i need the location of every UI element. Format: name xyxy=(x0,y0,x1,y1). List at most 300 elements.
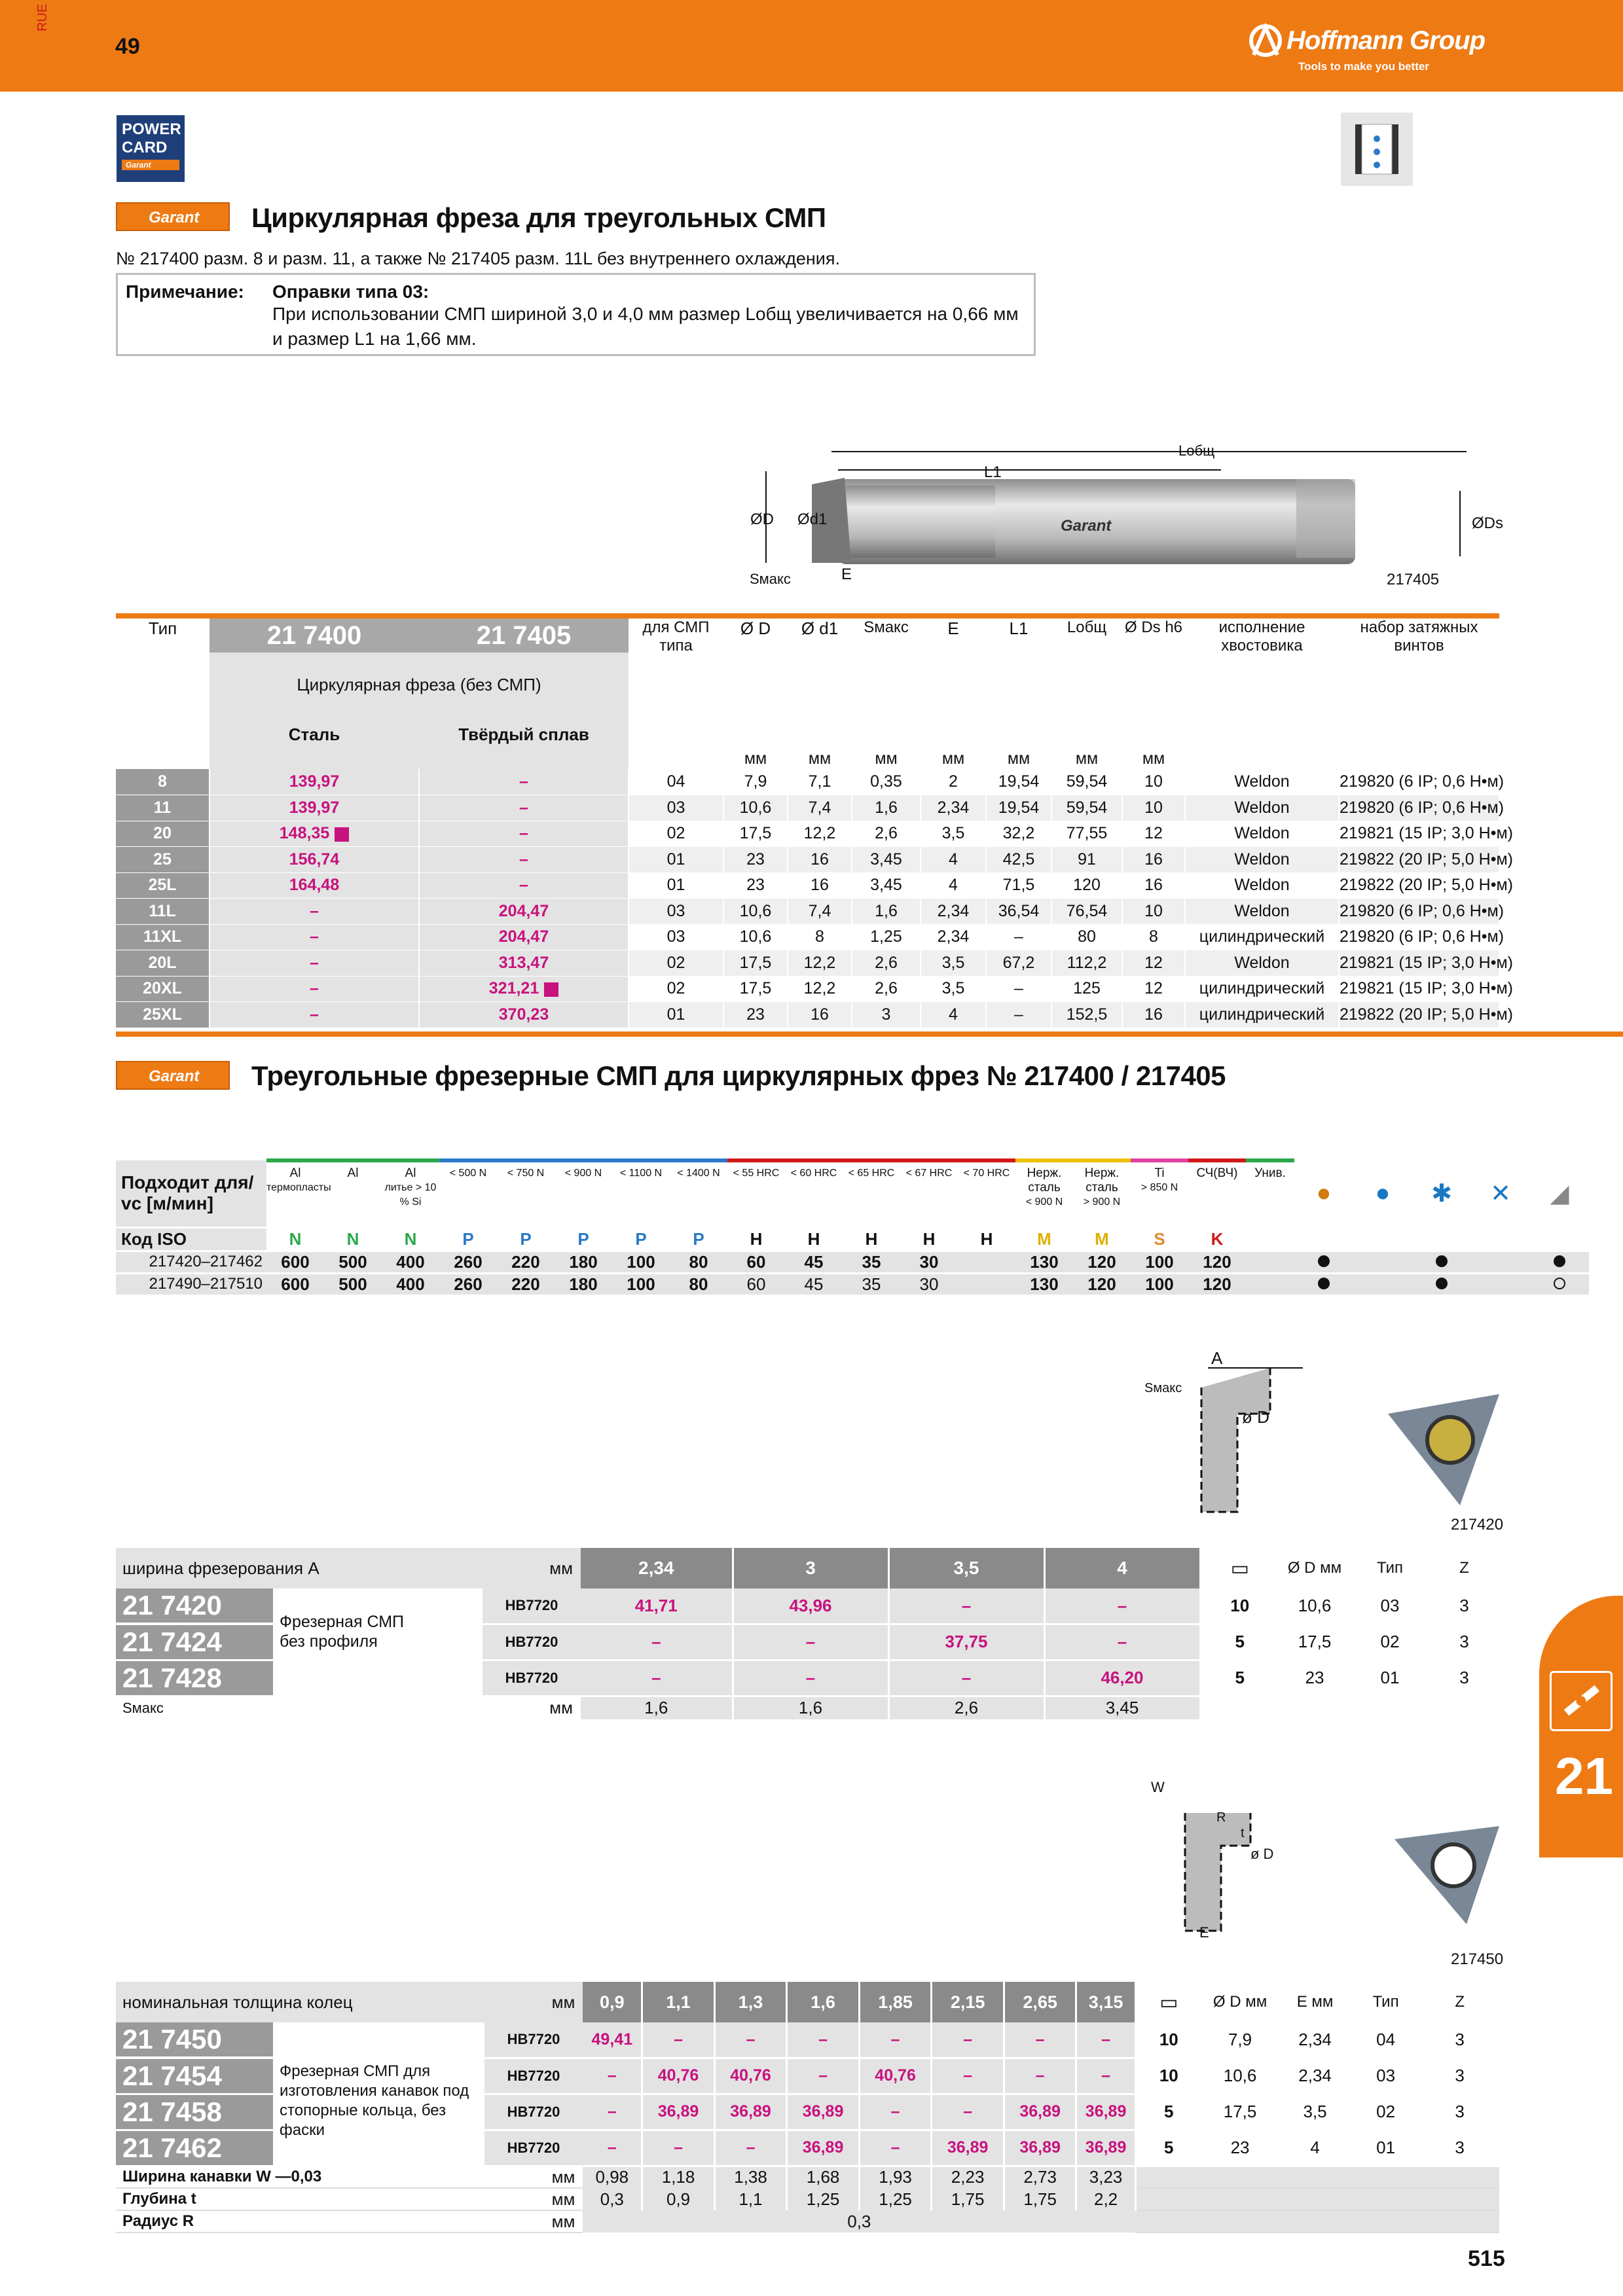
cutter-value: 4 xyxy=(921,872,986,899)
footer-value: 2,2 xyxy=(1076,2188,1135,2210)
insert1-smax-row xyxy=(116,1696,1499,1719)
footer-value: 2,23 xyxy=(932,2166,1004,2188)
insert2-d: 7,9 xyxy=(1201,2022,1279,2058)
insert2-price: 36,89 xyxy=(714,2094,787,2130)
vc-value: 30 xyxy=(900,1251,958,1273)
insert2-pack: 5 xyxy=(1135,2130,1201,2166)
vc-value: 60 xyxy=(727,1251,785,1273)
cutter-value: 16 xyxy=(1122,872,1185,899)
insert1-price: – xyxy=(581,1624,733,1660)
cutter-row xyxy=(116,976,1499,1002)
material-head: < 67 HRC xyxy=(900,1160,958,1227)
section1-subtitle: № 217400 разм. 8 и разм. 11, а также № 217405 разм. 11L без внутреннего охлаждения. xyxy=(116,249,840,268)
insert2-price: 40,76 xyxy=(642,2058,715,2094)
price-cell: – xyxy=(419,795,629,821)
coolant-mark xyxy=(1471,1273,1530,1295)
price-cell: – xyxy=(419,769,629,795)
note-line2: и размер L1 на 1,66 мм. xyxy=(272,329,477,349)
cutter-value: 12 xyxy=(1122,821,1185,847)
cutter-value: 219820 (6 IP; 0,6 Н•м) xyxy=(1339,924,1499,950)
price-cell: – xyxy=(210,924,419,950)
insert2-price: – xyxy=(642,2130,715,2166)
vc-value: 30 xyxy=(900,1273,958,1295)
cutter-value: цилиндрический xyxy=(1185,924,1339,950)
note-label: Примечание: xyxy=(126,281,244,302)
drawing-label-d: ØD xyxy=(750,511,774,528)
cutter-value: Weldon xyxy=(1185,795,1339,821)
iso-code: H xyxy=(958,1227,1015,1251)
iso-code: P xyxy=(439,1227,497,1251)
cutter-value: 1,6 xyxy=(852,795,921,821)
insert-icon xyxy=(1550,1671,1613,1731)
ring-width-head: 1,3 xyxy=(714,1982,787,2022)
head-screws: набор затяжных винтов xyxy=(1360,619,1478,655)
ring-width-head: 1,6 xyxy=(787,1982,860,2022)
cutter-value: 2,34 xyxy=(921,924,986,950)
footer-spacer xyxy=(1135,2166,1201,2188)
insert1-price: – xyxy=(1044,1588,1200,1624)
insert2-z: 3 xyxy=(1420,2094,1499,2130)
univ-cell xyxy=(1246,1273,1294,1295)
drawing-label-l1: L1 xyxy=(984,463,1002,481)
insert1-d: 10,6 xyxy=(1279,1588,1351,1624)
iso-code: H xyxy=(727,1227,785,1251)
insert2-d: 23 xyxy=(1201,2130,1279,2166)
vc-value: 260 xyxy=(439,1273,497,1295)
hoffmann-logo-icon xyxy=(1247,22,1284,59)
cutter-value: 219820 (6 IP; 0,6 Н•м) xyxy=(1339,795,1499,821)
price-cell: 139,97 xyxy=(210,769,419,795)
cutter-value: 3,45 xyxy=(852,847,921,873)
vc-value: 130 xyxy=(1015,1251,1073,1273)
insert1-extra-head: Ø D мм xyxy=(1287,1559,1342,1577)
footer-value: 3,23 xyxy=(1076,2166,1135,2188)
material-head: Унив. xyxy=(1246,1160,1294,1227)
footer-spacer xyxy=(1201,2188,1279,2210)
footer-unit: мм xyxy=(484,2188,583,2210)
vc-value: 80 xyxy=(670,1273,727,1295)
cutter-value: 23 xyxy=(723,847,788,873)
insert1-pack: 5 xyxy=(1200,1624,1279,1660)
insert2-price: – xyxy=(583,2130,642,2166)
coolant-mark xyxy=(1353,1251,1412,1273)
smax-unit: мм xyxy=(549,1698,573,1718)
footer-spacer xyxy=(1135,2210,1201,2233)
insert1-extra-head: Тип xyxy=(1376,1559,1403,1577)
cutter-table xyxy=(116,619,1513,1028)
head-lobsh: Lобщ xyxy=(1067,619,1107,636)
insert1-price: – xyxy=(581,1660,733,1696)
footer-label: Глубина t xyxy=(116,2188,484,2210)
insert1-code-cell xyxy=(116,1660,483,1696)
cutter-value: Weldon xyxy=(1185,769,1339,795)
cutter-value: 3,5 xyxy=(921,950,986,977)
price-cell: 313,47 xyxy=(419,950,629,977)
cutter-value: 16 xyxy=(788,847,852,873)
logo-text: Hoffmann Group xyxy=(1286,26,1486,55)
note-box xyxy=(116,273,1036,356)
cutter-value: 16 xyxy=(1122,1002,1185,1028)
vc-value: 100 xyxy=(612,1251,670,1273)
footer-label: Ширина канавки W —0,03 xyxy=(116,2166,484,2188)
insert1-label-smax: Sмакс xyxy=(1144,1381,1182,1395)
width-head: 2,34 xyxy=(581,1548,733,1588)
footer-value: 1,93 xyxy=(859,2166,932,2188)
vc-value: 80 xyxy=(670,1251,727,1273)
insert2-price: – xyxy=(787,2022,860,2058)
vc-value xyxy=(958,1251,1015,1273)
price-cell: – xyxy=(210,950,419,977)
material-head: < 55 HRC xyxy=(727,1160,785,1227)
cutter-value: 19,54 xyxy=(986,795,1051,821)
material-head: < 60 HRC xyxy=(785,1160,843,1227)
cutter-value: 16 xyxy=(1122,847,1185,873)
cutter-value: 23 xyxy=(723,872,788,899)
footer-value: 1,1 xyxy=(714,2188,787,2210)
cutter-size: 25L xyxy=(116,872,210,899)
cutter-size: 11L xyxy=(116,899,210,925)
cutter-value: 17,5 xyxy=(723,821,788,847)
insert2-code: 21 7454 xyxy=(116,2059,273,2093)
material-head: < 750 N xyxy=(497,1160,555,1227)
footer-value: 0,9 xyxy=(642,2188,715,2210)
coolant-mark xyxy=(1471,1251,1530,1273)
cutter-value: 59,54 xyxy=(1051,795,1122,821)
cutter-value: 12,2 xyxy=(788,821,852,847)
vc-value: 400 xyxy=(382,1251,439,1273)
insert1-d: 23 xyxy=(1279,1660,1351,1696)
insert2-e: 2,34 xyxy=(1279,2022,1351,2058)
cutter-value: 1,25 xyxy=(852,924,921,950)
cutter-value: 10 xyxy=(1122,899,1185,925)
material-head: < 65 HRC xyxy=(843,1160,900,1227)
cutter-value: 76,54 xyxy=(1051,899,1122,925)
coolant-mark xyxy=(1353,1273,1412,1295)
cutter-row xyxy=(116,769,1499,795)
cut-label: Подходит для/ vc [м/мин] xyxy=(116,1160,266,1227)
hoffmann-logo xyxy=(1247,20,1509,79)
pack-icon: ▭ xyxy=(1230,1557,1249,1579)
cutter-value: 04 xyxy=(629,769,723,795)
insert2-extra-head: Z xyxy=(1455,1993,1465,2011)
water-drop-icon: ● xyxy=(1353,1160,1412,1227)
drawing-code: 217405 xyxy=(1387,571,1440,588)
insert1-head xyxy=(116,1548,1499,1588)
head-d: Ø D xyxy=(740,619,771,638)
insert2-d: 17,5 xyxy=(1201,2094,1279,2130)
insert2-type: 04 xyxy=(1351,2022,1420,2058)
ring-width-head: 2,65 xyxy=(1004,1982,1076,2022)
iso-code: N xyxy=(324,1227,382,1251)
insert2-price: – xyxy=(714,2130,787,2166)
material-head: Al термопласты xyxy=(266,1160,324,1227)
drawing-label-e: E xyxy=(841,565,852,583)
cutter-value: 02 xyxy=(629,976,723,1002)
smax-spacer xyxy=(1351,1696,1429,1719)
vc-value: 220 xyxy=(497,1273,555,1295)
cutter-value: 152,5 xyxy=(1051,1002,1122,1028)
insert2-code-cell xyxy=(116,2094,484,2130)
cutter-value: 3,5 xyxy=(921,976,986,1002)
cutter-value: 120 xyxy=(1051,872,1122,899)
ring-width-head: 3,15 xyxy=(1076,1982,1135,2022)
cutter-size: 20 xyxy=(116,821,210,847)
material-head: Ti > 850 N xyxy=(1131,1160,1188,1227)
footer-value: 1,38 xyxy=(714,2166,787,2188)
cutter-value: 01 xyxy=(629,872,723,899)
iso-code: P xyxy=(612,1227,670,1251)
cutter-size: 11XL xyxy=(116,924,210,950)
drawing-label-d1: Ød1 xyxy=(797,511,828,528)
price-cell: – xyxy=(419,847,629,873)
insert2-code: 21 7462 xyxy=(116,2131,273,2165)
cutter-value: – xyxy=(986,976,1051,1002)
insert2-code: 21 7458 xyxy=(116,2095,273,2129)
stock-marker xyxy=(544,982,558,997)
chapter-tab[interactable] xyxy=(1539,1596,1623,1857)
material-head: < 1400 N xyxy=(670,1160,727,1227)
smax-value: 3,45 xyxy=(1044,1696,1200,1719)
cutter-value: 10,6 xyxy=(723,924,788,950)
insert2-pack: 10 xyxy=(1135,2058,1201,2094)
insert2-row xyxy=(116,2058,1499,2094)
insert2-label-d: ø D xyxy=(1250,1846,1274,1862)
vc-value: 35 xyxy=(843,1273,900,1295)
insert1-type: 03 xyxy=(1351,1588,1429,1624)
cutter-value: 112,2 xyxy=(1051,950,1122,977)
insert1-d: 17,5 xyxy=(1279,1624,1351,1660)
iso-code: N xyxy=(266,1227,324,1251)
coolant-mark xyxy=(1294,1273,1353,1295)
insert1-code: 217420 xyxy=(1451,1516,1504,1534)
head-type: для СМП типа xyxy=(642,619,710,655)
insert2-code-cell xyxy=(116,2130,484,2166)
insert2-price: – xyxy=(1076,2022,1135,2058)
iso-code: M xyxy=(1015,1227,1073,1251)
insert2-price: – xyxy=(859,2130,932,2166)
footer-value: 2,73 xyxy=(1004,2166,1076,2188)
univ-cell xyxy=(1246,1251,1294,1273)
cutter-value: 17,5 xyxy=(723,976,788,1002)
insert2-desc: Фрезерная СМП для изготовления канавок под стопорные кольца, без фаски xyxy=(280,2062,469,2139)
grade: HB7720 xyxy=(483,1660,581,1696)
insert1-extra-head: Z xyxy=(1459,1559,1469,1577)
width-head: 3 xyxy=(733,1548,888,1588)
head-smax: Sмакс xyxy=(864,619,909,636)
insert1-price: – xyxy=(1044,1624,1200,1660)
insert2-price: 36,89 xyxy=(787,2130,860,2166)
cutter-value: 0,35 xyxy=(852,769,921,795)
cutter-value: 10,6 xyxy=(723,795,788,821)
vc-value xyxy=(958,1273,1015,1295)
cutter-value: 2,6 xyxy=(852,950,921,977)
cutter-value: 59,54 xyxy=(1051,769,1122,795)
width-head: 3,5 xyxy=(888,1548,1044,1588)
table1-top-rule xyxy=(116,613,1499,619)
cutter-value: Weldon xyxy=(1185,899,1339,925)
cutter-value: Weldon xyxy=(1185,821,1339,847)
material-head: < 70 HRC xyxy=(958,1160,1015,1227)
insert2-price: 36,89 xyxy=(932,2130,1004,2166)
insert1-z: 3 xyxy=(1429,1588,1499,1624)
suitable-dot xyxy=(1436,1255,1448,1267)
insert2-e: 3,5 xyxy=(1279,2094,1351,2130)
cutter-value: 17,5 xyxy=(723,950,788,977)
insert1-type: 02 xyxy=(1351,1624,1429,1660)
section2-rule xyxy=(116,1031,1623,1037)
vc-value: 600 xyxy=(266,1273,324,1295)
insert1-row xyxy=(116,1588,1499,1624)
price-cell: 156,74 xyxy=(210,847,419,873)
coolant-mark xyxy=(1412,1273,1471,1295)
dry-icon: ✕ xyxy=(1471,1160,1530,1227)
footer-spacer xyxy=(1420,2210,1499,2233)
insert2-label-r: R xyxy=(1216,1810,1226,1825)
garant-brand-badge-2: Garant xyxy=(116,1061,230,1090)
cutter-value: 2,34 xyxy=(921,899,986,925)
iso-code xyxy=(1246,1227,1294,1251)
price-cell: 139,97 xyxy=(210,795,419,821)
insert2-price: – xyxy=(583,2094,642,2130)
vc-value: 60 xyxy=(727,1273,785,1295)
price-cell: – xyxy=(210,899,419,925)
smax-value: 1,6 xyxy=(733,1696,888,1719)
footer-spacer xyxy=(1420,2188,1499,2210)
width-head: 4 xyxy=(1044,1548,1200,1588)
insert2-price: 36,89 xyxy=(642,2094,715,2130)
cutter-value: 219820 (6 IP; 0,6 Н•м) xyxy=(1339,899,1499,925)
cutter-value: 16 xyxy=(788,872,852,899)
mat-b: Твёрдый сплав xyxy=(458,725,589,744)
cutter-value: 4 xyxy=(921,1002,986,1028)
footer-spacer xyxy=(1279,2210,1351,2233)
insert2-footer-row xyxy=(116,2166,1499,2188)
cutter-value: 2,6 xyxy=(852,976,921,1002)
insert1-price: 37,75 xyxy=(888,1624,1044,1660)
insert1-row xyxy=(116,1660,1499,1696)
iso-spacer xyxy=(1530,1227,1589,1251)
cutter-value: цилиндрический xyxy=(1185,1002,1339,1028)
cutter-value: 7,4 xyxy=(788,795,852,821)
iso-code: N xyxy=(382,1227,439,1251)
footer-label: Радиус R xyxy=(116,2210,484,2233)
footer-spacer xyxy=(1351,2166,1420,2188)
insert2-label-t: t xyxy=(1241,1826,1245,1840)
grade: HB7720 xyxy=(483,1624,581,1660)
cutter-value: 71,5 xyxy=(986,872,1051,899)
page-header xyxy=(0,0,1623,92)
insert1-price: – xyxy=(733,1660,888,1696)
cutter-value: 19,54 xyxy=(986,769,1051,795)
ring-width-head: 1,1 xyxy=(642,1982,715,2022)
insert2-z: 3 xyxy=(1420,2130,1499,2166)
cutter-value: 12 xyxy=(1122,976,1185,1002)
cutter-value: 219821 (15 IP; 3,0 Н•м) xyxy=(1339,821,1499,847)
footer-value: 1,18 xyxy=(642,2166,715,2188)
price-cell: 164,48 xyxy=(210,872,419,899)
vc-value: 35 xyxy=(843,1251,900,1273)
insert2-price: – xyxy=(932,2094,1004,2130)
insert2-price: 36,89 xyxy=(1004,2130,1076,2166)
pack-icon: ▭ xyxy=(1159,1991,1178,2013)
vc-value: 500 xyxy=(324,1251,382,1273)
vc-value: 120 xyxy=(1073,1273,1131,1295)
insert2-z: 3 xyxy=(1420,2022,1499,2058)
footer-value: 1,75 xyxy=(1004,2188,1076,2210)
vc-value: 500 xyxy=(324,1273,382,1295)
material-head: Нерж. сталь > 900 N xyxy=(1073,1160,1131,1227)
cutter-value: 8 xyxy=(788,924,852,950)
vc-value: 45 xyxy=(785,1273,843,1295)
material-head: Al xyxy=(324,1160,382,1227)
cutter-value: 10 xyxy=(1122,769,1185,795)
iso-spacer xyxy=(1353,1227,1412,1251)
iso-code: K xyxy=(1188,1227,1246,1251)
insert2-head xyxy=(116,1982,1499,2022)
iso-code: H xyxy=(843,1227,900,1251)
insert2-row xyxy=(116,2130,1499,2166)
vc-value: 400 xyxy=(382,1273,439,1295)
cutter-value: 01 xyxy=(629,847,723,873)
price-cell: 370,23 xyxy=(419,1002,629,1028)
cutter-row xyxy=(116,872,1499,899)
cutter-value: 8 xyxy=(1122,924,1185,950)
units-row: мм мм мм мм мм мм мм xyxy=(116,749,1499,769)
cutter-value: 01 xyxy=(629,1002,723,1028)
insert1-table xyxy=(116,1548,1499,1719)
power-card-line2: CARD xyxy=(122,139,168,156)
insert1-price: – xyxy=(888,1660,1044,1696)
cutter-value: 4 xyxy=(921,847,986,873)
language-code: RUE xyxy=(35,3,50,31)
cutter-value: 125 xyxy=(1051,976,1122,1002)
insert1-unit: мм xyxy=(483,1548,581,1588)
cut-header-row xyxy=(116,1160,1589,1227)
insert2-price: – xyxy=(932,2022,1004,2058)
insert2-type: 03 xyxy=(1351,2058,1420,2094)
cutter-value: – xyxy=(986,924,1051,950)
material-head: < 1100 N xyxy=(612,1160,670,1227)
insert2-price: – xyxy=(859,2022,932,2058)
insert2-price: – xyxy=(859,2094,932,2130)
cutter-desc: Циркулярная фреза (без СМП) xyxy=(297,675,541,694)
price-cell: 204,47 xyxy=(419,924,629,950)
insert1-pack: 10 xyxy=(1200,1588,1279,1624)
footer-unit: мм xyxy=(484,2210,583,2233)
footer-spacer xyxy=(1420,2166,1499,2188)
cutter-value: 219822 (20 IP; 5,0 Н•м) xyxy=(1339,847,1499,873)
suitable-dot xyxy=(1436,1278,1448,1289)
cutter-value: Weldon xyxy=(1185,847,1339,873)
cutter-value: 2,6 xyxy=(852,821,921,847)
cutter-value: 91 xyxy=(1051,847,1122,873)
power-card-badge xyxy=(117,115,185,182)
cutter-row xyxy=(116,1002,1499,1028)
chapter-number: 21 xyxy=(1555,1747,1613,1805)
iso-code: P xyxy=(555,1227,612,1251)
vc-value: 100 xyxy=(1131,1251,1188,1273)
cutter-value: 12,2 xyxy=(788,976,852,1002)
internal-coolant-icon xyxy=(1341,113,1413,186)
cut-row-code: 217420–217462 xyxy=(116,1251,266,1273)
footer-value: 0,98 xyxy=(583,2166,642,2188)
insert1-z: 3 xyxy=(1429,1660,1499,1696)
insert2-type: 01 xyxy=(1351,2130,1420,2166)
insert2-extra-head: Тип xyxy=(1372,1993,1399,2011)
iso-code: M xyxy=(1073,1227,1131,1251)
insert2-label-e: E xyxy=(1199,1924,1209,1941)
power-card-brand: Garant xyxy=(122,160,179,170)
